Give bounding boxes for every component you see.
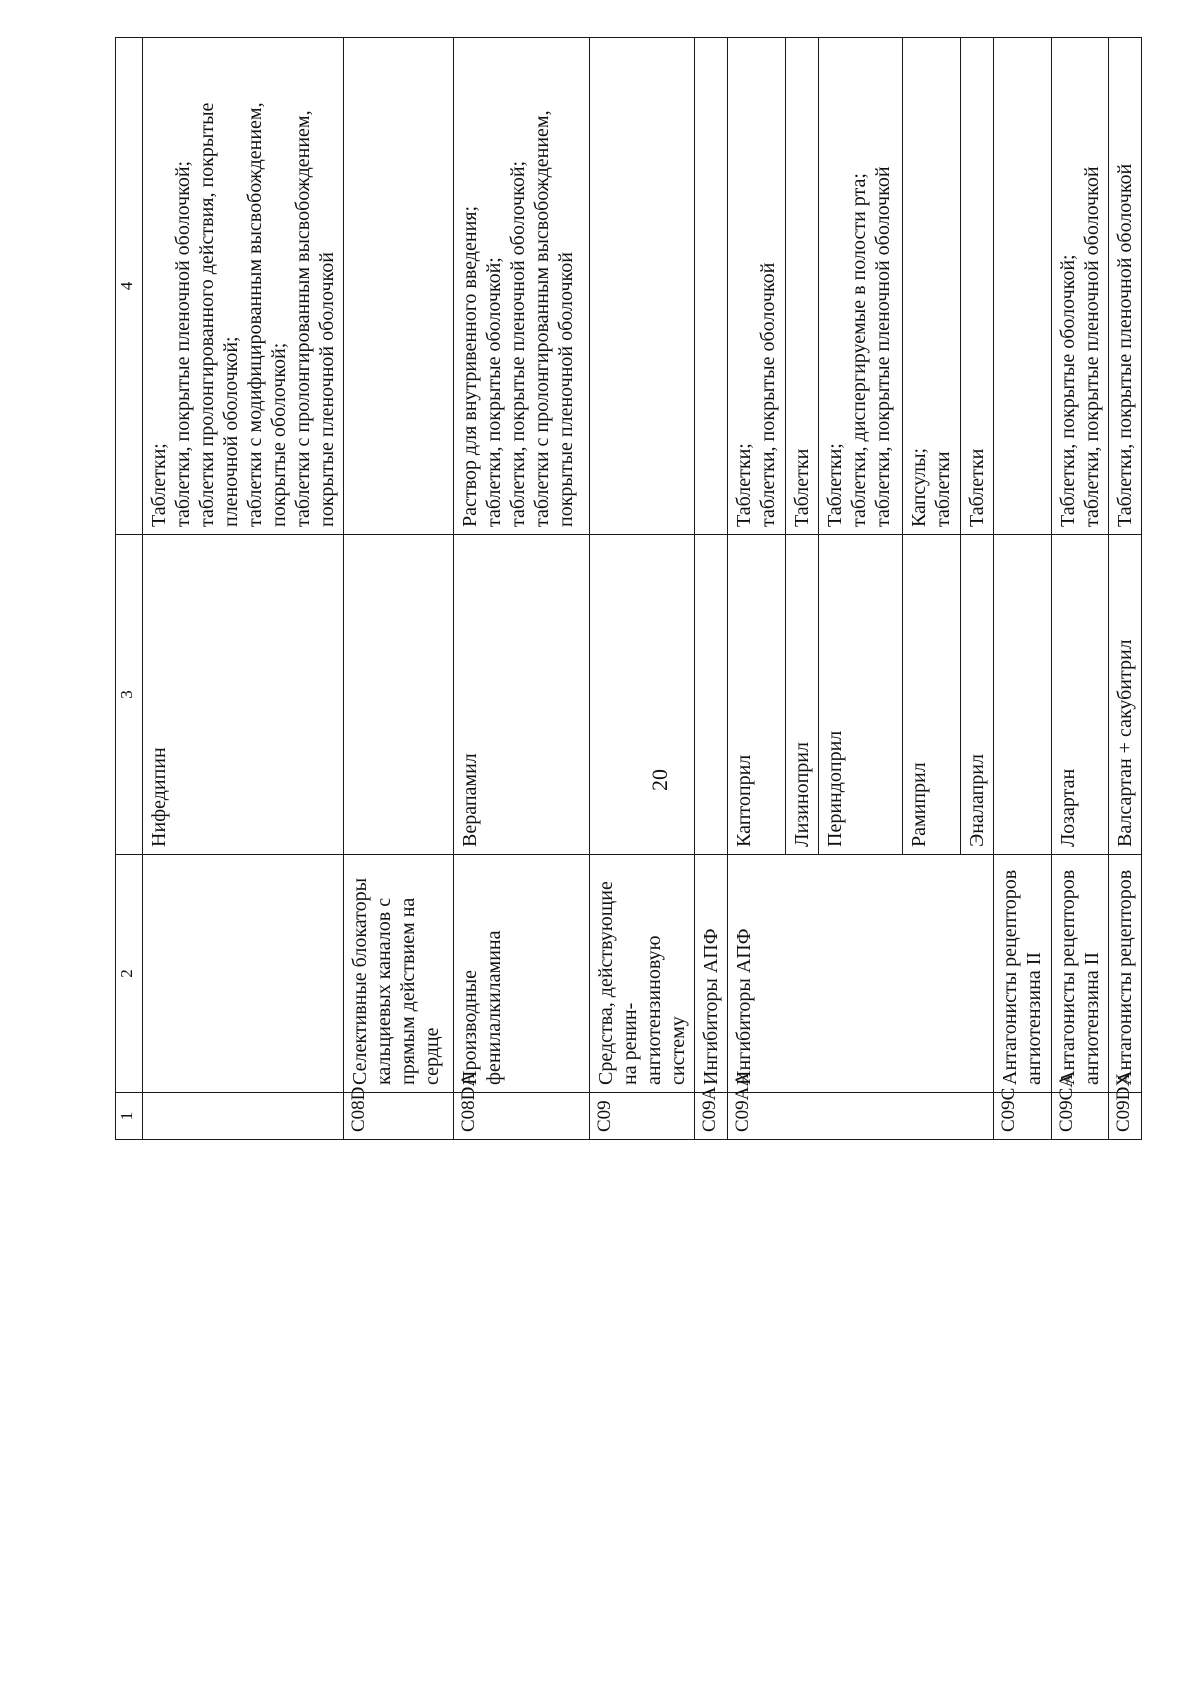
table-row bbox=[454, 38, 590, 1140]
dosage-forms-cell: Таблетки; таблетки, покрытые оболочкой bbox=[728, 38, 786, 535]
dosage-forms-cell bbox=[590, 38, 695, 535]
group-cell: Антагонисты рецепторов ангиотензина II bbox=[1052, 855, 1109, 1093]
dosage-forms-cell: Таблетки bbox=[786, 38, 819, 535]
header-cell: 4 bbox=[116, 38, 143, 535]
table-row bbox=[143, 38, 344, 1140]
drug-cell: Валсартан + сакубитрил bbox=[1109, 535, 1142, 855]
dosage-forms-cell: Таблетки; таблетки, диспергируемые в полости рта; таблетки, покрытые пленочной оболочкой bbox=[819, 38, 903, 535]
group-cell: Производные фенилалкиламина bbox=[454, 855, 590, 1093]
group-cell: Ингибиторы АПФ bbox=[695, 855, 728, 1093]
dosage-forms-cell bbox=[994, 38, 1052, 535]
table-row bbox=[590, 38, 695, 1140]
table-row bbox=[994, 38, 1052, 1140]
header-cell: 2 bbox=[116, 855, 143, 1093]
atc-code-cell: C09 bbox=[590, 1093, 695, 1140]
atc-code-cell: C09DX bbox=[1109, 1093, 1142, 1140]
drug-cell: Эналаприл bbox=[961, 535, 994, 855]
table-row bbox=[1109, 38, 1142, 1140]
drug-cell: Лизиноприл bbox=[786, 535, 819, 855]
drug-cell: Лозартан bbox=[1052, 535, 1109, 855]
table-row bbox=[344, 38, 454, 1140]
group-cell: Антагонисты рецепторов bbox=[1109, 855, 1142, 1093]
header-cell: 3 bbox=[116, 535, 143, 855]
group-cell: Селективные блокаторы кальциевых каналов с прямым действием на сердце bbox=[344, 855, 454, 1093]
dosage-forms-cell: Таблетки, покрытые оболочкой; таблетки, покрытые пленочной оболочкой bbox=[1052, 38, 1109, 535]
table-header-row bbox=[116, 38, 143, 1140]
drug-cell: Нифедипин bbox=[143, 535, 344, 855]
atc-code-cell: C09AA bbox=[728, 1093, 994, 1140]
group-cell: Антагонисты рецепторов ангиотензина II bbox=[994, 855, 1052, 1093]
table-row bbox=[1052, 38, 1109, 1140]
dosage-forms-cell: Таблетки bbox=[961, 38, 994, 535]
drug-cell: Рамиприл bbox=[903, 535, 961, 855]
atc-code-cell: C08DA bbox=[454, 1093, 590, 1140]
dosage-forms-cell: Раствор для внутривенного введения; таблетки, покрытые оболочкой; таблетки, покрытые пленочной оболочкой; таблетки с пролонгированным высвобождением, покрытые пленочной оболочкой bbox=[454, 38, 590, 535]
dosage-forms-cell: Таблетки, покрытые пленочной оболочкой bbox=[1109, 38, 1142, 535]
atc-code-cell: C08D bbox=[344, 1093, 454, 1140]
header-cell: 1 bbox=[116, 1093, 143, 1140]
dosage-forms-cell: Капсулы; таблетки bbox=[903, 38, 961, 535]
table-row bbox=[728, 38, 786, 1140]
dosage-forms-cell: Таблетки; таблетки, покрытые пленочной оболочкой; таблетки пролонгированного действия, покрытые пленочной оболочкой; таблетки с модифицированным высвобождением, покрытые оболочкой; таблетки с пролонгированным высвобождением, покрытые пленочной оболочкой bbox=[143, 38, 344, 535]
dosage-forms-cell bbox=[695, 38, 728, 535]
atc-code-cell: C09CA bbox=[1052, 1093, 1109, 1140]
group-cell: Ингибиторы АПФ bbox=[728, 855, 994, 1093]
atc-code-cell bbox=[143, 1093, 344, 1140]
rotated-table-container bbox=[115, 38, 1136, 1140]
table-row bbox=[695, 38, 728, 1140]
drug-list-table bbox=[115, 37, 1142, 1140]
drug-cell bbox=[590, 535, 695, 855]
atc-code-cell: C09A bbox=[695, 1093, 728, 1140]
drug-cell bbox=[344, 535, 454, 855]
atc-code-cell: C09C bbox=[994, 1093, 1052, 1140]
page-number: 20 bbox=[647, 769, 672, 791]
dosage-forms-cell bbox=[344, 38, 454, 535]
group-cell: Средства, действующие на ренин-ангиотензиновую систему bbox=[590, 855, 695, 1093]
drug-cell bbox=[695, 535, 728, 855]
drug-cell: Верапамил bbox=[454, 535, 590, 855]
drug-cell bbox=[994, 535, 1052, 855]
drug-cell: Каптоприл bbox=[728, 535, 786, 855]
group-cell bbox=[143, 855, 344, 1093]
drug-cell: Периндоприл bbox=[819, 535, 903, 855]
